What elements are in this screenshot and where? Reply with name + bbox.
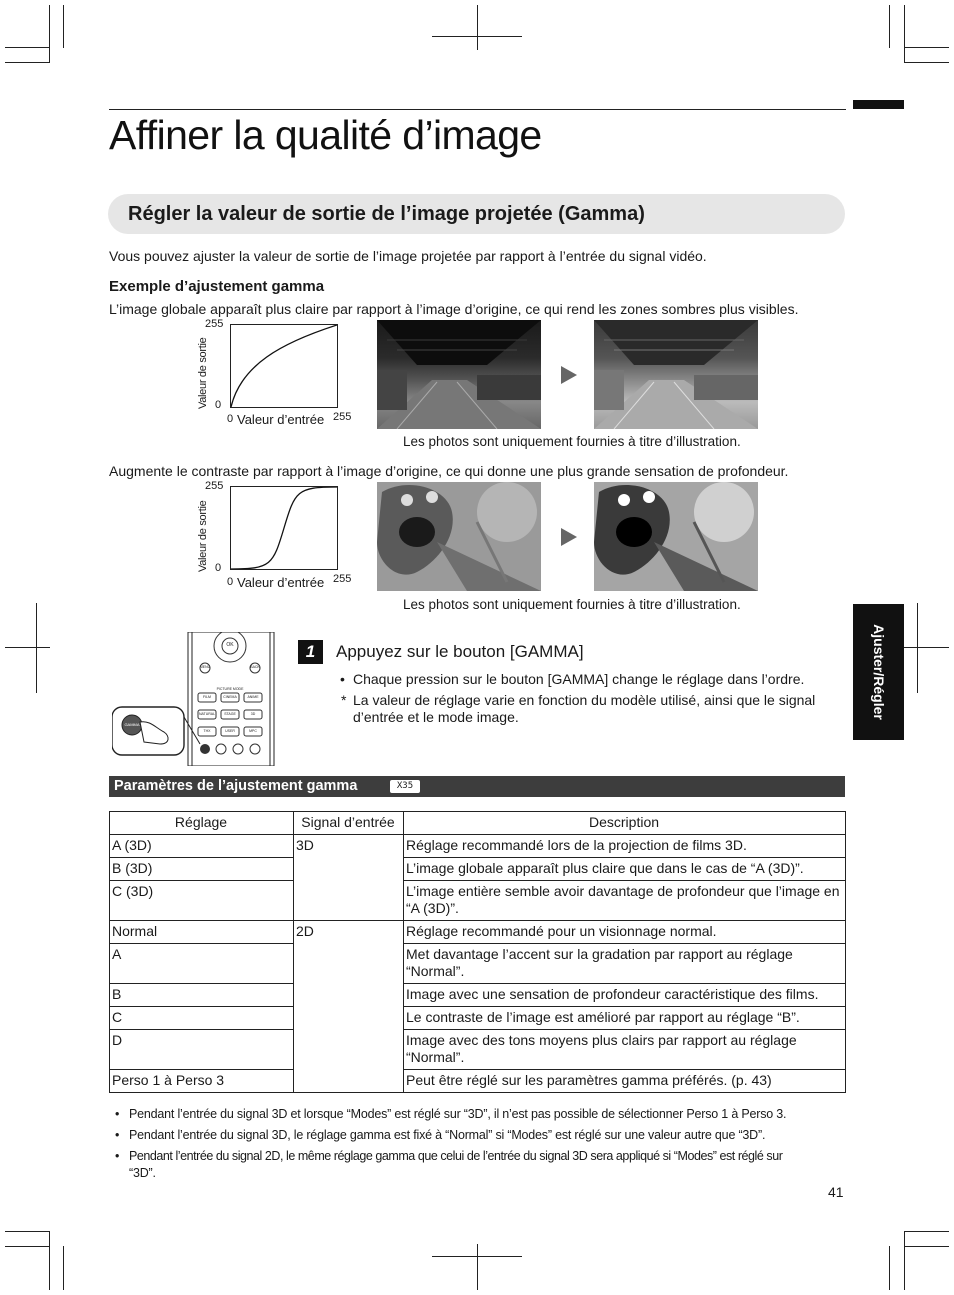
step-number: 1 <box>298 640 323 664</box>
photo-caption-1: Les photos sont uniquement fournies à titre d’illustration. <box>403 434 741 449</box>
signal-cell: 2D <box>294 921 404 1093</box>
crop-mark <box>904 62 949 63</box>
section-banner <box>108 194 845 234</box>
crop-mark <box>49 1231 50 1290</box>
remote-anime-button[interactable]: ANIME <box>247 695 259 699</box>
remote-gamma-button[interactable]: GAMMA <box>124 722 140 727</box>
example1-text: L’image globale apparaît plus claire par rapport à l’image d’origine, ce qui rend les zones sombres plus visibles. <box>109 301 799 317</box>
remote-stage-button[interactable]: STAGE <box>224 712 236 716</box>
graph1-ylabel: Valeur de sortie <box>197 337 209 409</box>
chapter-side-tab[interactable] <box>853 604 904 740</box>
intro-text: Vous pouvez ajuster la valeur de sortie de l’image projetée par rapport à l’entrée du signal vidéo. <box>109 248 707 264</box>
graph2-ylabel: Valeur de sortie <box>197 500 209 572</box>
footnote-3-line2: “3D”. <box>129 1166 156 1180</box>
remote-thx-button[interactable]: THX <box>203 729 211 733</box>
step-note-line2: d’entrée et le mode image. <box>353 709 519 725</box>
remote-illustration <box>112 632 276 766</box>
example-heading: Exemple d’ajustement gamma <box>109 278 325 295</box>
crop-mark <box>63 5 64 48</box>
setting-cell: A (3D) <box>110 835 294 858</box>
table-row <box>110 1070 846 1093</box>
crop-mark <box>5 47 50 48</box>
setting-cell: Normal <box>110 921 294 944</box>
crop-mark <box>904 647 949 648</box>
setting-cell: B (3D) <box>110 858 294 881</box>
graph2-xmax: 255 <box>333 573 352 585</box>
section-heading: Régler la valeur de sortie de l’image projetée (Gamma) <box>128 203 645 225</box>
table-row <box>110 984 846 1007</box>
arrow-right-icon <box>561 366 577 384</box>
description-cell: Image avec des tons moyens plus clairs par rapport au réglage “Normal”. <box>404 1030 846 1070</box>
step-bullet-text: Chaque pression sur le bouton [GAMMA] change le réglage dans l’ordre. <box>353 671 805 687</box>
remote-natural-button[interactable]: NATURAL <box>198 712 216 716</box>
remote-film-button[interactable]: FILM <box>203 695 211 699</box>
setting-cell: D <box>110 1030 294 1070</box>
graph1-ymin: 0 <box>215 399 222 411</box>
crop-mark <box>889 5 890 48</box>
crop-mark <box>477 5 478 50</box>
gamma-params-table <box>109 811 846 1093</box>
crop-mark <box>5 62 50 63</box>
footnote-2: Pendant l’entrée du signal 3D, le réglage gamma est fixé à “Normal” si “Modes” est réglé sur une valeur autre que “3D”. <box>129 1128 766 1142</box>
crop-mark <box>904 1231 949 1232</box>
graph2-xmin: 0 <box>227 576 234 588</box>
graph1-xlabel: Valeur d’entrée <box>237 412 325 427</box>
gamma-curve-contrast <box>231 487 337 569</box>
photo-caption-2: Les photos sont uniquement fournies à titre d’illustration. <box>403 597 741 612</box>
description-cell: Peut être réglé sur les paramètres gamma préférés. (p. 43) <box>404 1070 846 1093</box>
params-section-bar <box>109 776 845 797</box>
graph2-ymin: 0 <box>215 562 222 574</box>
table-row <box>110 835 846 858</box>
table-header-row <box>110 812 846 835</box>
crop-mark <box>477 1244 478 1290</box>
crop-mark <box>5 1231 50 1232</box>
remote-menu-label: MENU <box>199 665 211 669</box>
step-note-line1: La valeur de réglage varie en fonction du modèle utilisé, ainsi que le signal <box>353 692 816 708</box>
setting-cell: A <box>110 944 294 984</box>
description-cell: Le contraste de l’image est amélioré par rapport au réglage “B”. <box>404 1007 846 1030</box>
col-header-description: Description <box>404 812 846 835</box>
crop-mark <box>5 647 50 648</box>
example2-text: Augmente le contraste par rapport à l’image d’origine, ce qui donne une plus grande sensation de profondeur. <box>109 463 789 479</box>
table-row <box>110 921 846 944</box>
arrow-right-icon <box>561 528 577 546</box>
col-header-setting: Réglage <box>110 812 294 835</box>
footnote-bullet: • <box>115 1149 120 1163</box>
remote-cinema-button[interactable]: CINEMA <box>223 695 237 699</box>
table-row <box>110 944 846 984</box>
side-tab-label: Ajuster/Régler <box>870 624 887 720</box>
statue-photo-original <box>377 482 541 591</box>
remote-ok-label: OK <box>226 642 234 648</box>
graph2-xlabel: Valeur d’entrée <box>237 575 325 590</box>
crop-mark <box>904 1231 905 1290</box>
footnote-1: Pendant l’entrée du signal 3D et lorsque “Modes” est réglé sur “3D”, il n’est pas possible de sélectionner Perso 1 à Perso 3. <box>129 1107 787 1121</box>
statue-photo-adjusted <box>594 482 758 591</box>
crop-mark <box>5 1246 50 1247</box>
remote-mpc-button[interactable]: MPC <box>249 729 257 733</box>
graph2-ymax: 255 <box>205 480 224 492</box>
station-photo-adjusted <box>594 320 758 429</box>
step-title: Appuyez sur le bouton [GAMMA] <box>336 642 584 661</box>
description-cell: Image avec une sensation de profondeur caractéristique des films. <box>404 984 846 1007</box>
gamma-curve-graph-1 <box>230 324 338 408</box>
col-header-signal: Signal d’entrée <box>294 812 404 835</box>
graph1-xmax: 255 <box>333 411 352 423</box>
crop-mark <box>889 1246 890 1290</box>
graph1-xmin: 0 <box>227 413 234 425</box>
signal-cell: 3D <box>294 835 404 921</box>
crop-mark <box>917 603 918 693</box>
crop-mark <box>63 1246 64 1290</box>
graph1-ymax: 255 <box>205 318 224 330</box>
crop-mark <box>904 47 949 48</box>
description-cell: Réglage recommandé lors de la projection de films 3D. <box>404 835 846 858</box>
params-heading: Paramètres de l’ajustement gamma <box>114 778 358 794</box>
page-title: Affiner la qualité d’image <box>109 112 542 158</box>
crop-mark <box>36 603 37 693</box>
model-badge: X35 <box>390 780 420 793</box>
remote-3d-button[interactable]: 3D <box>250 712 256 716</box>
table-row <box>110 1007 846 1030</box>
table-row <box>110 858 846 881</box>
setting-cell: C <box>110 1007 294 1030</box>
description-cell: L’image entière semble avoir davantage de profondeur que l’image en “A (3D)”. <box>404 881 846 921</box>
step-note-mark: * <box>341 692 347 708</box>
remote-picture-mode-label: PICTURE MODE <box>216 687 244 691</box>
footnote-bullet: • <box>115 1107 120 1121</box>
setting-cell: B <box>110 984 294 1007</box>
remote-user-button[interactable]: USER <box>225 729 235 733</box>
footnote-bullet: • <box>115 1128 120 1142</box>
description-cell: Met davantage l’accent sur la gradation par rapport au réglage “Normal”. <box>404 944 846 984</box>
crop-mark <box>49 5 50 63</box>
title-rule <box>109 109 846 110</box>
gamma-curve-brighten <box>231 325 337 407</box>
description-cell: Réglage recommandé pour un visionnage normal. <box>404 921 846 944</box>
description-cell: L’image globale apparaît plus claire que dans le cas de “A (3D)”. <box>404 858 846 881</box>
crop-mark <box>904 5 905 63</box>
crop-mark <box>904 1246 949 1247</box>
page-number: 41 <box>828 1184 844 1200</box>
table-row <box>110 881 846 921</box>
remote-back-label: BACK <box>250 665 260 669</box>
station-photo-original <box>377 320 541 429</box>
step-bullet-mark: • <box>340 671 345 687</box>
footnote-3-line1: Pendant l’entrée du signal 2D, le même réglage gamma que celui de l’entrée du signal 3D sera appliqué si “Modes” est réglé sur <box>129 1149 783 1163</box>
table-row <box>110 1030 846 1070</box>
setting-cell: C (3D) <box>110 881 294 921</box>
chapter-tab-bar <box>853 100 904 109</box>
setting-cell: Perso 1 à Perso 3 <box>110 1070 294 1093</box>
gamma-curve-graph-2 <box>230 486 338 570</box>
